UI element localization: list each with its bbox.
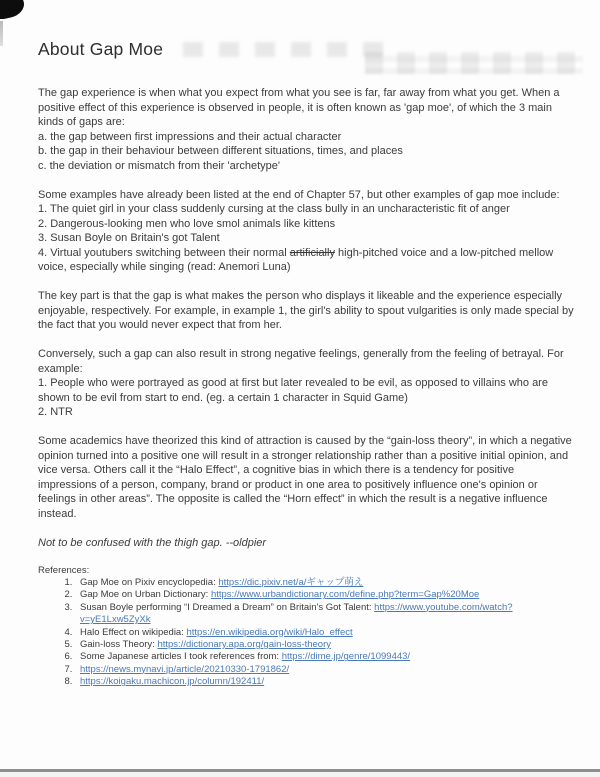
key-part-paragraph: The key part is that the gap is what makes the person who displays it likeable and the experience especially enjoyable, respectively. For example, in example 1, the girl's ability to spout vulgarities is only made special by the fact that you would never expect that from her. <box>38 290 574 331</box>
reference-link[interactable]: https://dime.jp/genre/1099443/ <box>281 651 411 663</box>
examples-paragraph <box>38 188 575 275</box>
reference-link[interactable]: https://www.urbandictionary.com/define.php?term=Gap%20Moe <box>210 589 480 601</box>
reference-label: Gap Moe on Pixiv encyclopedia: <box>80 576 219 588</box>
references-list <box>38 577 575 689</box>
examples-lead: Some examples have already been listed at the end of Chapter 57, but other examples of gap moe include: <box>38 188 560 201</box>
gap-kind-a: a. the gap between first impressions and their actual character <box>38 130 342 143</box>
references-heading: References: <box>38 564 90 576</box>
reference-item <box>75 627 575 639</box>
reference-label: Gain-loss Theory: <box>80 638 158 650</box>
author-note: Not to be confused with the thigh gap. --oldpier <box>38 536 267 549</box>
reference-item <box>75 602 575 627</box>
reference-item <box>75 577 575 589</box>
reference-item <box>75 651 575 663</box>
reference-item <box>75 639 575 651</box>
reference-label: Halo Effect on wikipedia: <box>80 626 187 638</box>
reference-label: Some Japanese articles I took references from: <box>80 651 282 663</box>
negative-paragraph <box>38 347 575 420</box>
reference-label: Susan Boyle performing “I Dreamed a Dream” on Britain's Got Talent: <box>80 601 375 613</box>
reference-link[interactable]: https://en.wikipedia.org/wiki/Halo_effect <box>186 626 353 638</box>
intro-text: The gap experience is when what you expect from what you see is far, far away from what you get. When a positive effect of this experience is observed in people, it is often known as 'gap moe', of which the 3 main kinds of gaps are: <box>38 87 560 128</box>
reference-item <box>75 664 575 676</box>
academic-paragraph: Some academics have theorized this kind of attraction is caused by the “gain-loss theory”, in which a negative opinion turned into a positive one will result in a stronger relationship rather than a positive initial opinion, and vice versa. Others call it the “Halo Effect”, a cognitive bias in which there is a tendency for positive impressions of a person, company, brand or product in one area to positively influence one's opinion or feelings in other areas”. The opposite is called the “Horn effect” in which the result is a negative influence instead. <box>38 435 572 520</box>
page-bottom-margin <box>0 772 600 777</box>
page-title: About Gap Moe <box>38 39 164 59</box>
negative-item-2: 2. NTR <box>38 406 73 418</box>
gap-kind-c: c. the deviation or mismatch from their 'archetype' <box>38 159 281 172</box>
references-section <box>38 565 575 689</box>
example-item-4-post: high-pitched voice and a low-pitched mellow voice, especially while singing (read: Anemori Luna) <box>38 246 554 273</box>
reference-item <box>75 676 575 688</box>
intro-paragraph <box>38 86 575 173</box>
reference-link[interactable]: https://news.mynavi.jp/article/20210330-1791862/ <box>80 663 290 675</box>
reference-link[interactable]: https://www.youtube.com/watch?v=yE1Lxw5ZyXk <box>80 601 513 626</box>
gap-kind-b: b. the gap in their behaviour between different situations, times, and places <box>38 145 403 157</box>
example-item-3: 3. Susan Boyle on Britain's got Talent <box>38 232 220 244</box>
example-item-4 <box>38 246 575 275</box>
example-item-1: 1. The quiet girl in your class suddenly cursing at the class bully in an uncharacteristic fit of anger <box>38 203 510 215</box>
reference-link[interactable]: https://koigaku.machicon.jp/column/192411/ <box>80 676 265 688</box>
reference-link[interactable]: https://dictionary.apa.org/gain-loss-theory <box>157 638 332 650</box>
strikethrough-word: artificially <box>289 246 335 259</box>
negative-lead: Conversely, such a gap can also result in strong negative feelings, generally from the feeling of betrayal. For example: <box>38 348 564 375</box>
reference-label: Gap Moe on Urban Dictionary: <box>80 589 211 601</box>
negative-item-1: 1. People who were portrayed as good at first but later revealed to be evil, as opposed to villains who are shown to be evil from start to end. (eg. a certain 1 character in Squid Game) <box>38 377 548 404</box>
example-item-2: 2. Dangerous-looking men who love smol animals like kittens <box>38 217 336 230</box>
reference-link[interactable]: https://dic.pixiv.net/a/ギャップ萌え <box>218 576 364 588</box>
reference-item <box>75 589 575 601</box>
example-item-4-pre: 4. Virtual youtubers switching between their normal <box>38 246 290 259</box>
